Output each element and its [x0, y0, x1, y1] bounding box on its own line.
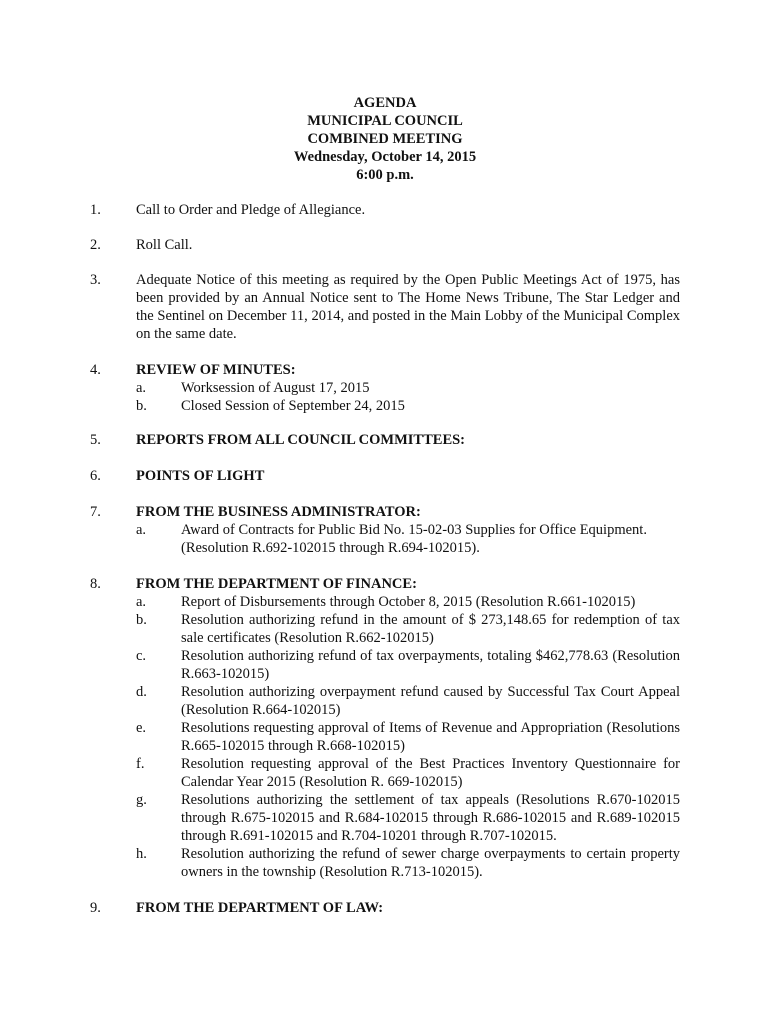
item-number: 1. — [90, 202, 101, 218]
sub-item — [136, 379, 680, 397]
item-text: Call to Order and Pledge of Allegiance. — [136, 202, 366, 218]
item-number: 5. — [90, 432, 101, 448]
item-number: 3. — [90, 272, 101, 288]
sub-text: Resolution authorizing refund of tax overpayments, totaling $462,778.63 (Resolution R.663-102015) — [181, 648, 680, 682]
item-title: REVIEW OF MINUTES: — [136, 362, 296, 378]
sub-item — [136, 521, 680, 557]
item-text: Adequate Notice of this meeting as required by the Open Public Meetings Act of 1975, has been provided by an Annual Notice sent to The Home News Tribune, The Star Ledger and the Sentinel on December 11, 2014, and posted in the Main Lobby of the Municipal Complex on the same date. — [136, 272, 680, 342]
sub-item — [136, 397, 680, 415]
sub-item — [136, 755, 680, 791]
sub-letter: f. — [136, 756, 145, 772]
sub-letter: c. — [136, 648, 147, 664]
header-meeting-type: COMBINED MEETING — [307, 131, 463, 147]
sub-text: Resolutions authorizing the settlement of tax appeals (Resolutions R.670-102015 through R.675-102015 and R.684-102015 through R.686-102015 and R.689-102015 through R.691-102015 and R.704-10201 through R.707-102015. — [181, 792, 680, 844]
sub-letter: b. — [136, 612, 147, 628]
item-title: FROM THE BUSINESS ADMINISTRATOR: — [136, 504, 421, 520]
header-date: Wednesday, October 14, 2015 — [293, 149, 477, 165]
sub-text: Worksession of August 17, 2015 — [181, 380, 370, 396]
sub-text: Resolution authorizing overpayment refund caused by Successful Tax Court Appeal (Resolution R.664-102015) — [181, 684, 680, 718]
sub-text: Resolutions requesting approval of Items of Revenue and Appropriation (Resolutions R.665-102015 through R.668-102015) — [181, 720, 680, 754]
sub-text: Award of Contracts for Public Bid No. 15-02-03 Supplies for Office Equipment. (Resolution R.692-102015 through R.694-102015). — [181, 522, 647, 556]
header-agenda: AGENDA — [353, 95, 417, 111]
sub-letter: e. — [136, 720, 147, 736]
item-number: 8. — [90, 576, 101, 592]
sub-text: Report of Disbursements through October 8, 2015 (Resolution R.661-102015) — [181, 594, 636, 610]
item-title: FROM THE DEPARTMENT OF FINANCE: — [136, 576, 417, 592]
sub-text: Resolution authorizing the refund of sewer charge overpayments to certain property owners in the township (Resolution R.713-102015). — [181, 846, 680, 880]
sub-text: Resolution requesting approval of the Best Practices Inventory Questionnaire for Calendar Year 2015 (Resolution R. 669-102015) — [181, 756, 680, 790]
sub-item — [136, 845, 680, 881]
header-time: 6:00 p.m. — [356, 167, 414, 183]
sub-item — [136, 611, 680, 647]
item-number: 2. — [90, 237, 101, 253]
header-council: MUNICIPAL COUNCIL — [307, 113, 463, 129]
sub-letter: a. — [136, 380, 147, 396]
sub-letter: g. — [136, 792, 147, 808]
sub-letter: d. — [136, 684, 147, 700]
item-number: 6. — [90, 468, 101, 484]
sub-item — [136, 719, 680, 755]
item-number: 4. — [90, 362, 101, 378]
sub-item — [136, 593, 680, 611]
item-number: 7. — [90, 504, 101, 520]
sub-item — [136, 683, 680, 719]
sub-letter: a. — [136, 522, 147, 538]
sub-text: Closed Session of September 24, 2015 — [181, 398, 405, 414]
sub-item — [136, 791, 680, 845]
sub-letter: h. — [136, 846, 147, 862]
item-title: FROM THE DEPARTMENT OF LAW: — [136, 900, 384, 916]
sub-item — [136, 647, 680, 683]
agenda-header — [0, 94, 770, 184]
item-title: POINTS OF LIGHT — [136, 468, 265, 484]
item-text: Roll Call. — [136, 237, 193, 253]
sub-letter: b. — [136, 398, 147, 414]
item-number: 9. — [90, 900, 101, 916]
sub-text: Resolution authorizing refund in the amount of $ 273,148.65 for redemption of tax sale certificates (Resolution R.662-102015) — [181, 612, 680, 646]
sub-letter: a. — [136, 594, 147, 610]
item-title: REPORTS FROM ALL COUNCIL COMMITTEES: — [136, 432, 466, 448]
